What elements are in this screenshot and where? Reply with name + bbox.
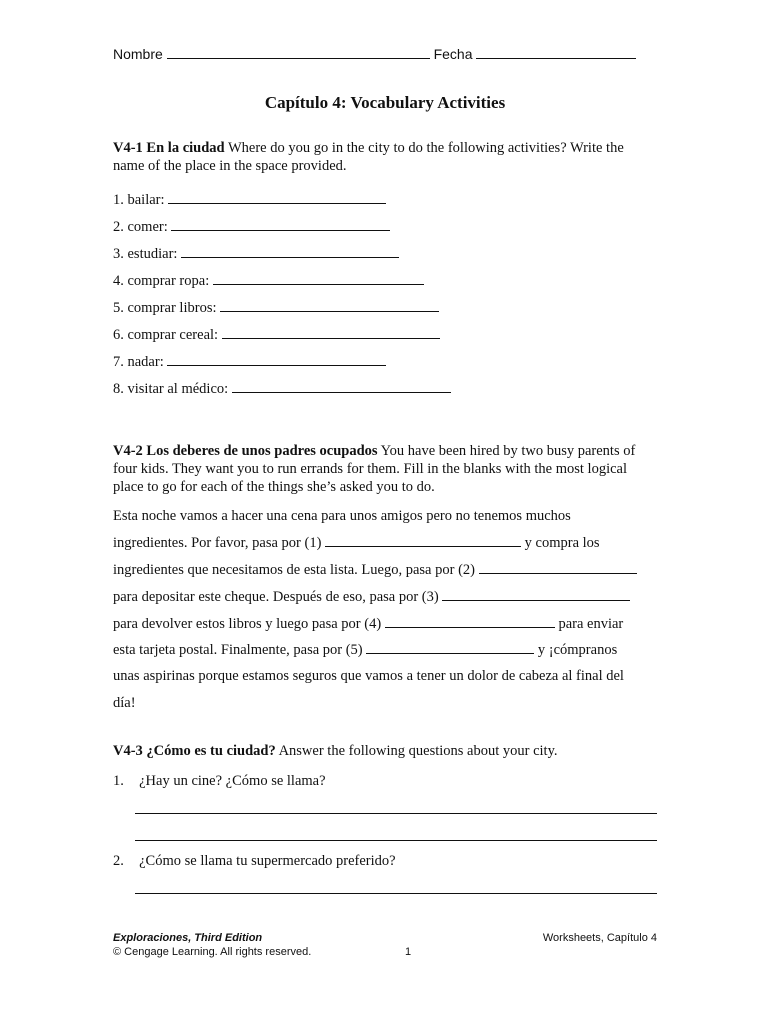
answer-blank[interactable] — [167, 365, 386, 366]
answer-blank[interactable] — [181, 257, 399, 258]
blank-5[interactable] — [366, 653, 534, 654]
fecha-label: Fecha — [433, 46, 473, 62]
section1-instructions: Where do you go in the city to do the following activities? Write the name of the place in the space provided. — [113, 140, 624, 174]
answer-line[interactable] — [135, 840, 657, 841]
list-item — [113, 300, 439, 317]
item-label: 3. estudiar: — [113, 246, 178, 262]
section3-heading: V4-3 ¿Cómo es tu ciudad? — [113, 743, 276, 759]
list-item — [113, 219, 390, 236]
question-number: 1. — [113, 773, 124, 789]
list-item — [113, 381, 451, 398]
item-label: 8. visitar al médico: — [113, 381, 229, 397]
story-line-3 — [113, 562, 637, 579]
footer-book-title: Exploraciones, Third Edition — [113, 932, 263, 944]
story-line-5 — [113, 616, 623, 633]
question-text: ¿Cómo se llama tu supermercado preferido? — [139, 853, 396, 869]
section3-instructions: Answer the following questions about your city. — [278, 743, 558, 759]
list-item — [113, 273, 424, 290]
list-item — [113, 192, 386, 209]
answer-blank[interactable] — [220, 311, 439, 312]
page-title: Capítulo 4: Vocabulary Activities — [264, 93, 506, 112]
page-number: 1 — [405, 946, 412, 958]
story-line-7: unas aspirinas porque estamos seguros que vamos a tener un dolor de cabeza al final del — [113, 668, 624, 684]
answer-line[interactable] — [135, 893, 657, 894]
answer-blank[interactable] — [232, 392, 451, 393]
item-label: 1. bailar: — [113, 192, 165, 208]
story-text: esta tarjeta postal. Finalmente, pasa por (5) — [113, 642, 363, 658]
answer-blank[interactable] — [171, 230, 390, 231]
section2-heading: V4-2 Los deberes de unos padres ocupados — [113, 443, 378, 459]
name-date-row — [113, 46, 636, 62]
footer-right: Worksheets, Capítulo 4 — [542, 932, 657, 944]
item-label: 2. comer: — [113, 219, 168, 235]
story-text: para depositar este cheque. Después de eso, pasa por (3) — [113, 589, 439, 605]
story-line-2 — [113, 535, 600, 552]
story-text: y ¡cómpranos — [537, 642, 618, 658]
item-label: 7. nadar: — [113, 354, 164, 370]
nombre-label: Nombre — [113, 46, 163, 62]
fecha-field[interactable] — [476, 58, 636, 59]
story-line-4 — [113, 589, 630, 606]
blank-1[interactable] — [325, 546, 521, 547]
blank-3[interactable] — [442, 600, 630, 601]
question-text: ¿Hay un cine? ¿Cómo se llama? — [139, 773, 326, 789]
list-item — [113, 327, 440, 344]
question-1 — [113, 773, 326, 790]
item-label: 5. comprar libros: — [113, 300, 217, 316]
story-text: y compra los — [524, 535, 600, 551]
section1-intro — [113, 139, 658, 175]
story-line-1: Esta noche vamos a hacer una cena para unos amigos pero no tenemos muchos — [113, 508, 571, 524]
list-item — [113, 354, 386, 371]
answer-line[interactable] — [135, 813, 657, 814]
nombre-field[interactable] — [167, 58, 430, 59]
blank-2[interactable] — [479, 573, 637, 574]
story-text: ingredientes que necesitamos de esta lista. Luego, pasa por (2) — [113, 562, 475, 578]
story-text: ingredientes. Por favor, pasa por (1) — [113, 535, 322, 551]
answer-blank[interactable] — [213, 284, 424, 285]
blank-4[interactable] — [385, 627, 555, 628]
answer-blank[interactable] — [168, 203, 386, 204]
story-text: para devolver estos libros y luego pasa por (4) — [113, 616, 382, 632]
question-number: 2. — [113, 853, 124, 869]
list-item — [113, 246, 399, 263]
section3-intro — [113, 742, 658, 760]
story-line-8: día! — [113, 695, 136, 711]
footer-copyright: © Cengage Learning. All rights reserved. — [113, 946, 312, 958]
section2-intro — [113, 442, 658, 496]
story-line-6 — [113, 642, 617, 659]
item-label: 6. comprar cereal: — [113, 327, 219, 343]
section1-heading: V4-1 En la ciudad — [113, 140, 225, 156]
section2-instructions: You have been hired by two busy parents of four kids. They want you to run errands for them. Fill in the blanks with the most logical place to go for each of the things she’s asked you to do. — [113, 443, 636, 495]
story-text: para enviar — [558, 616, 624, 632]
item-label: 4. comprar ropa: — [113, 273, 210, 289]
question-2 — [113, 853, 396, 870]
answer-blank[interactable] — [222, 338, 440, 339]
